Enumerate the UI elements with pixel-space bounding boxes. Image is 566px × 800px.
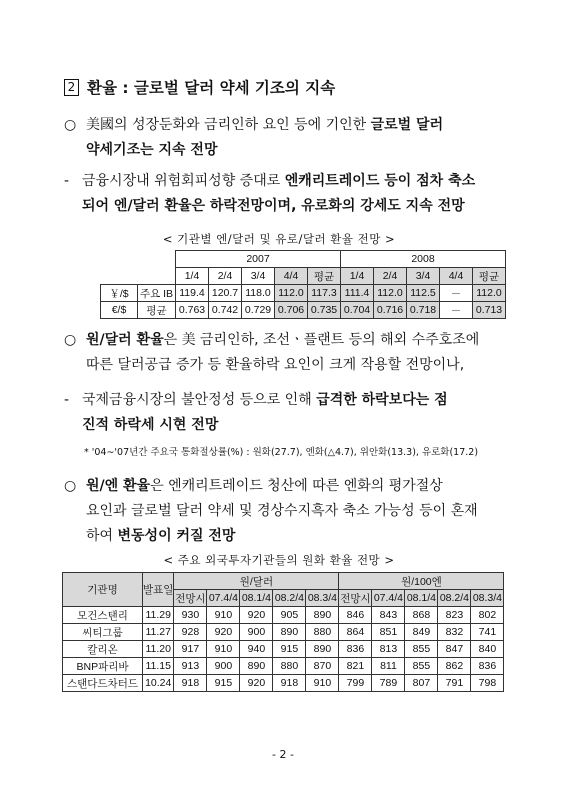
org-name: 스탠다드차터드 xyxy=(63,675,143,692)
source-label: 평균 xyxy=(138,302,176,319)
table-1-quarter: 4/4 xyxy=(275,268,308,285)
paragraph-1 xyxy=(64,113,443,163)
table-row xyxy=(101,302,506,319)
table-1-quarter: 1/4 xyxy=(341,268,374,285)
table-1-quarter: 평균 xyxy=(308,268,341,285)
currency-label: €/$ xyxy=(101,302,138,319)
org-name: BNP파리바 xyxy=(63,658,143,675)
table-1-quarter: 평균 xyxy=(473,268,506,285)
rate-cell: 870 xyxy=(306,658,339,675)
rate-cell: 0.763 xyxy=(176,302,209,319)
table-1-quarter: 2/4 xyxy=(374,268,407,285)
table-row xyxy=(63,624,504,641)
table-1-quarter: 1/4 xyxy=(176,268,209,285)
rate-cell: 0.706 xyxy=(275,302,308,319)
rate-cell: 918 xyxy=(174,675,207,692)
rate-cell: 120.7 xyxy=(209,285,242,302)
subheader: 08.3/4 xyxy=(471,590,504,607)
rate-cell: 0.742 xyxy=(209,302,242,319)
rate-cell: 900 xyxy=(207,658,240,675)
rate-cell: 118.0 xyxy=(242,285,275,302)
header-date: 발표일 xyxy=(143,573,174,607)
rate-cell: 910 xyxy=(306,675,339,692)
rate-cell: 890 xyxy=(273,624,306,641)
section-number-box: 2 xyxy=(64,79,79,96)
rate-cell: 119.4 xyxy=(176,285,209,302)
org-name: 씨티그룹 xyxy=(63,624,143,641)
rate-cell: 112.0 xyxy=(473,285,506,302)
table-1-caption: < 기관별 엔/달러 및 유로/달러 환율 전망 > xyxy=(162,232,396,246)
rate-cell: 789 xyxy=(372,675,405,692)
rate-cell: 741 xyxy=(471,624,504,641)
table-1-quarter: 4/4 xyxy=(440,268,473,285)
exchange-rate-table-2 xyxy=(62,572,504,692)
publish-date: 11.20 xyxy=(143,641,174,658)
header-group-won-yen: 원/100엔 xyxy=(339,573,504,590)
table-row xyxy=(63,641,504,658)
dash-bullet: - xyxy=(64,392,70,408)
rate-cell: 880 xyxy=(273,658,306,675)
section-title-text: 환율 : 글로벌 달러 약세 기조의 지속 xyxy=(87,79,336,97)
rate-cell: 910 xyxy=(207,607,240,624)
rate-cell: 832 xyxy=(438,624,471,641)
rate-cell: 918 xyxy=(273,675,306,692)
publish-date: 11.29 xyxy=(143,607,174,624)
rate-cell: 0.704 xyxy=(341,302,374,319)
rate-cell: 900 xyxy=(240,624,273,641)
paragraph-4-line-1: - 국제금융시장의 불안정성 등으로 인해 급격한 하락보다는 점 xyxy=(64,388,448,413)
publish-date: 11.27 xyxy=(143,624,174,641)
rate-cell: 868 xyxy=(405,607,438,624)
circle-bullet-icon: ○ xyxy=(64,332,77,348)
rate-cell: 112.0 xyxy=(374,285,407,302)
paragraph-1-line-2: 약세기조는 지속 전망 xyxy=(86,142,218,158)
rate-cell: － xyxy=(440,302,473,319)
table-row xyxy=(63,675,504,692)
rate-cell: 905 xyxy=(273,607,306,624)
rate-cell: 920 xyxy=(240,607,273,624)
org-name: 칼리온 xyxy=(63,641,143,658)
rate-cell: 821 xyxy=(339,658,372,675)
rate-cell: 920 xyxy=(240,675,273,692)
paragraph-3 xyxy=(64,328,479,378)
rate-cell: 928 xyxy=(174,624,207,641)
subheader: 07.4/4 xyxy=(207,590,240,607)
rate-cell: 823 xyxy=(438,607,471,624)
currency-label: ￥/$ xyxy=(101,285,138,302)
rate-cell: 0.718 xyxy=(407,302,440,319)
table-row xyxy=(101,285,506,302)
rate-cell: － xyxy=(440,285,473,302)
rate-cell: 915 xyxy=(273,641,306,658)
table-1-quarter: 3/4 xyxy=(242,268,275,285)
paragraph-2-line-1: - 금융시장내 위험회피성향 증대로 엔캐리트레이드 등이 점차 축소 xyxy=(64,169,475,194)
page-number: - 2 - xyxy=(272,748,294,761)
subheader: 07.4/4 xyxy=(372,590,405,607)
paragraph-3-line-2: 따른 달러공급 증가 등 환율하락 요인이 크게 작용할 전망이나, xyxy=(86,357,465,373)
table-2-caption: < 주요 외국투자기관들의 원화 환율 전망 > xyxy=(163,553,395,567)
rate-cell: 849 xyxy=(405,624,438,641)
subheader: 08.3/4 xyxy=(306,590,339,607)
org-name: 모건스탠리 xyxy=(63,607,143,624)
circle-bullet-icon: ○ xyxy=(64,478,77,494)
paragraph-5-line-2: 요인과 글로벌 달러 약세 및 경상수지흑자 축소 가능성 등이 혼재 xyxy=(86,503,478,519)
table-1-year-2007: 2007 xyxy=(176,251,341,268)
table-1-year-row xyxy=(101,251,506,268)
rate-cell: 862 xyxy=(438,658,471,675)
rate-cell: 880 xyxy=(306,624,339,641)
rate-cell: 940 xyxy=(240,641,273,658)
rate-cell: 811 xyxy=(372,658,405,675)
table-1-quarter: 2/4 xyxy=(209,268,242,285)
rate-cell: 0.729 xyxy=(242,302,275,319)
paragraph-4 xyxy=(64,388,448,438)
rate-cell: 847 xyxy=(438,641,471,658)
rate-cell: 117.3 xyxy=(308,285,341,302)
rate-cell: 836 xyxy=(471,658,504,675)
rate-cell: 843 xyxy=(372,607,405,624)
table-2-group-row xyxy=(63,573,504,590)
header-org: 기관명 xyxy=(63,573,143,607)
rate-cell: 798 xyxy=(471,675,504,692)
rate-cell: 112.0 xyxy=(275,285,308,302)
rate-cell: 112.5 xyxy=(407,285,440,302)
rate-cell: 855 xyxy=(405,658,438,675)
footnote: * '04∼'07년간 주요국 통화절상률(%) : 원화(27.7), 엔화(△4.7), 위안화(13.3), 유로화(17.2) xyxy=(84,447,479,458)
rate-cell: 864 xyxy=(339,624,372,641)
paragraph-2-line-2: 되어 엔/달러 환율은 하락전망이며, 유로화의 강세도 지속 전망 xyxy=(82,198,465,214)
rate-cell: 920 xyxy=(207,624,240,641)
circle-bullet-icon: ○ xyxy=(64,117,77,133)
rate-cell: 855 xyxy=(405,641,438,658)
subheader: 08.2/4 xyxy=(273,590,306,607)
rate-cell: 111.4 xyxy=(341,285,374,302)
section-title xyxy=(64,76,335,98)
rate-cell: 813 xyxy=(372,641,405,658)
rate-cell: 913 xyxy=(174,658,207,675)
paragraph-5-line-1: ○ 원/엔 환율은 엔캐리트레이드 청산에 따른 엔화의 평가절상 xyxy=(64,474,478,499)
table-1-quarter: 3/4 xyxy=(407,268,440,285)
paragraph-3-line-1: ○ 원/달러 환율은 美 금리인하, 조선ㆍ플랜트 등의 해외 수주호조에 xyxy=(64,328,479,353)
subheader: 08.1/4 xyxy=(405,590,438,607)
rate-cell: 799 xyxy=(339,675,372,692)
paragraph-2 xyxy=(64,169,475,219)
rate-cell: 836 xyxy=(339,641,372,658)
rate-cell: 910 xyxy=(207,641,240,658)
rate-cell: 890 xyxy=(306,607,339,624)
publish-date: 10.24 xyxy=(143,675,174,692)
rate-cell: 0.716 xyxy=(374,302,407,319)
paragraph-5 xyxy=(64,474,478,549)
subheader: 전망시 xyxy=(339,590,372,607)
publish-date: 11.15 xyxy=(143,658,174,675)
rate-cell: 0.713 xyxy=(473,302,506,319)
table-row xyxy=(63,607,504,624)
rate-cell: 930 xyxy=(174,607,207,624)
rate-cell: 0.735 xyxy=(308,302,341,319)
rate-cell: 915 xyxy=(207,675,240,692)
header-group-won-dollar: 원/달러 xyxy=(174,573,339,590)
table-1-year-2008: 2008 xyxy=(341,251,506,268)
rate-cell: 791 xyxy=(438,675,471,692)
subheader: 08.1/4 xyxy=(240,590,273,607)
paragraph-4-line-2: 진적 하락세 시현 전망 xyxy=(82,417,219,433)
table-row xyxy=(63,658,504,675)
source-label: 주요 IB xyxy=(138,285,176,302)
rate-cell: 917 xyxy=(174,641,207,658)
table-1-blank-corner xyxy=(101,251,176,285)
subheader: 08.2/4 xyxy=(438,590,471,607)
subheader: 전망시 xyxy=(174,590,207,607)
exchange-rate-table-1 xyxy=(100,250,506,319)
rate-cell: 846 xyxy=(339,607,372,624)
rate-cell: 802 xyxy=(471,607,504,624)
rate-cell: 890 xyxy=(240,658,273,675)
rate-cell: 807 xyxy=(405,675,438,692)
paragraph-1-line-1: ○ 美國의 성장둔화와 금리인하 요인 등에 기인한 글로벌 달러 xyxy=(64,113,443,138)
rate-cell: 851 xyxy=(372,624,405,641)
rate-cell: 890 xyxy=(306,641,339,658)
rate-cell: 840 xyxy=(471,641,504,658)
dash-bullet: - xyxy=(64,173,70,189)
paragraph-5-line-3: 하여 변동성이 커질 전망 xyxy=(86,528,236,544)
